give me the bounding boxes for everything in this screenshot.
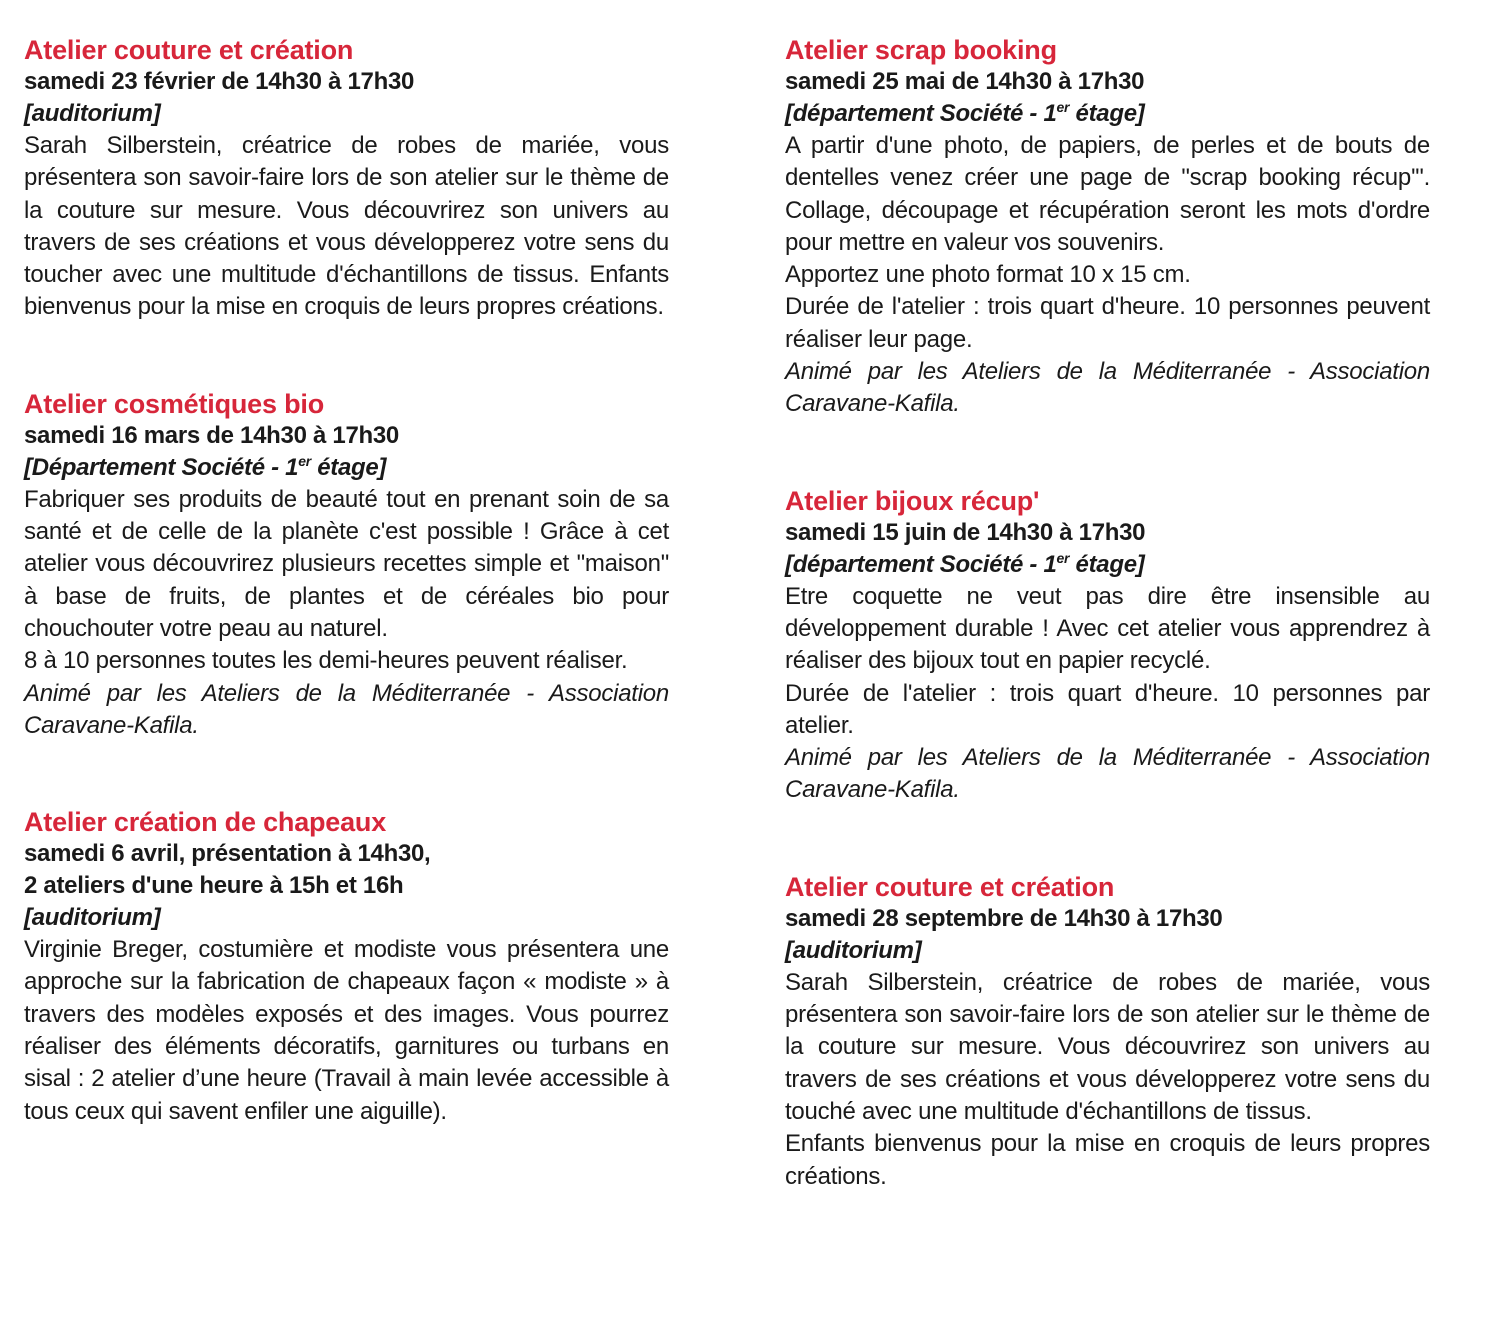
workshop-description: Sarah Silberstein, créatrice de robes de mariée, vous présentera son savoir-faire lors de son atelier sur le thème de la couture sur mesure. Vous découvrirez son univers au travers de ses créations et vous développerez votre sens du touché avec une multitude d'échantillons de tissus. — [785, 968, 1430, 1125]
location-text: [département Société - 1 — [785, 100, 1057, 127]
workshop-description: 8 à 10 personnes toutes les demi-heures peuvent réaliser. — [24, 647, 628, 675]
location-text: étage] — [1069, 550, 1145, 578]
workshop-block — [785, 871, 1430, 1193]
workshop-title: Atelier bijoux récup' — [785, 485, 1040, 516]
workshop-description: Durée de l'atelier : trois quart d'heure. 10 personnes par atelier. — [785, 679, 1430, 739]
workshop-date: samedi 6 avril, présentation à 14h30, — [24, 840, 431, 868]
workshop-date: samedi 25 mai de 14h30 à 17h30 — [785, 68, 1145, 95]
workshop-title: Atelier couture et création — [24, 35, 354, 65]
workshop-title: Atelier scrap booking — [785, 35, 1057, 65]
left-column — [24, 34, 669, 1128]
workshop-credit: Animé par les Ateliers de la Méditerranée - Association Caravane-Kafila. — [24, 679, 669, 739]
workshop-description: Enfants bienvenus pour la mise en croquis de leurs propres créations. — [785, 1130, 1430, 1190]
workshop-title: Atelier cosmétiques bio — [24, 388, 324, 419]
workshop-date: samedi 15 juin de 14h30 à 17h30 — [785, 518, 1146, 546]
workshop-location — [24, 452, 669, 484]
workshop-date: samedi 23 février de 14h30 à 17h30 — [24, 68, 415, 95]
workshop-description: A partir d'une photo, de papiers, de perles et de bouts de dentelles venez créer une page de "scrap booking récup'". Collage, découpage et récupération seront les mots d'ordre pour mettre en valeur vos souvenirs. — [785, 132, 1430, 256]
workshop-description: Durée de l'atelier : trois quart d'heure. 10 personnes peuvent réaliser leur page. — [785, 293, 1430, 353]
location-text: [Département Société - 1 — [24, 453, 299, 481]
workshop-description: Fabriquer ses produits de beauté tout en prenant soin de sa santé et de celle de la planète c'est possible ! Grâce à cet atelier vous découvrirez plusieurs recettes simple et "maison" à base de fruits, de plantes et de céréales bio pour chouchouter votre peau au naturel. — [24, 485, 669, 642]
right-column — [785, 34, 1430, 1193]
workshop-location: [auditorium] — [785, 936, 922, 964]
workshop-location: [auditorium] — [24, 100, 161, 127]
workshop-description: Sarah Silberstein, créatrice de robes de mariée, vous présentera son savoir-faire lors de son atelier sur le thème de la couture sur mesure. Vous découvrirez son univers au travers de ses créations et vous développerez votre sens du toucher avec une multitude d'échantillons de tissus. Enfants bienvenus pour la mise en croquis de leurs propres créations. — [24, 132, 669, 321]
workshop-location: [auditorium] — [24, 904, 161, 932]
location-text: étage] — [310, 453, 387, 481]
workshop-title: Atelier couture et création — [785, 871, 1115, 902]
workshop-title: Atelier création de chapeaux — [24, 807, 387, 838]
workshop-date: samedi 28 septembre de 14h30 à 17h30 — [785, 904, 1223, 932]
location-text: étage] — [1069, 100, 1145, 127]
ordinal-superscript: er — [1056, 99, 1070, 115]
location-text: [département Société - 1 — [785, 550, 1057, 578]
workshop-description: Etre coquette ne veut pas dire être insensible au développement durable ! Avec cet atelier vous apprendrez à réaliser des bijoux tout en papier recyclé. — [785, 582, 1430, 675]
ordinal-superscript: er — [1056, 549, 1070, 566]
workshop-description: Apportez une photo format 10 x 15 cm. — [785, 261, 1191, 289]
workshop-location — [785, 549, 1430, 581]
workshop-block — [24, 806, 669, 1128]
workshop-date: samedi 16 mars de 14h30 à 17h30 — [24, 421, 399, 449]
workshop-credit: Animé par les Ateliers de la Méditerranée - Association Caravane-Kafila. — [785, 358, 1430, 418]
workshop-block — [785, 485, 1430, 807]
ordinal-superscript: er — [298, 452, 311, 469]
workshop-block — [24, 34, 669, 324]
workshop-credit: Animé par les Ateliers de la Méditerranée - Association Caravane-Kafila. — [785, 744, 1430, 804]
workshop-block — [24, 388, 669, 742]
workshop-location — [785, 98, 1430, 130]
workshop-description: Virginie Breger, costumière et modiste vous présentera une approche sur la fabrication de chapeaux façon « modiste » à travers des modèles exposés et des images. Vous pourrez réaliser des éléments décoratifs, garnitures ou turbans en sisal : 2 atelier d’une heure (Travail à main levée accessible à tous ceux qui savent enfiler une aiguille). — [24, 936, 669, 1125]
workshop-date: 2 ateliers d'une heure à 15h et 16h — [24, 872, 404, 900]
workshop-block — [785, 34, 1430, 421]
